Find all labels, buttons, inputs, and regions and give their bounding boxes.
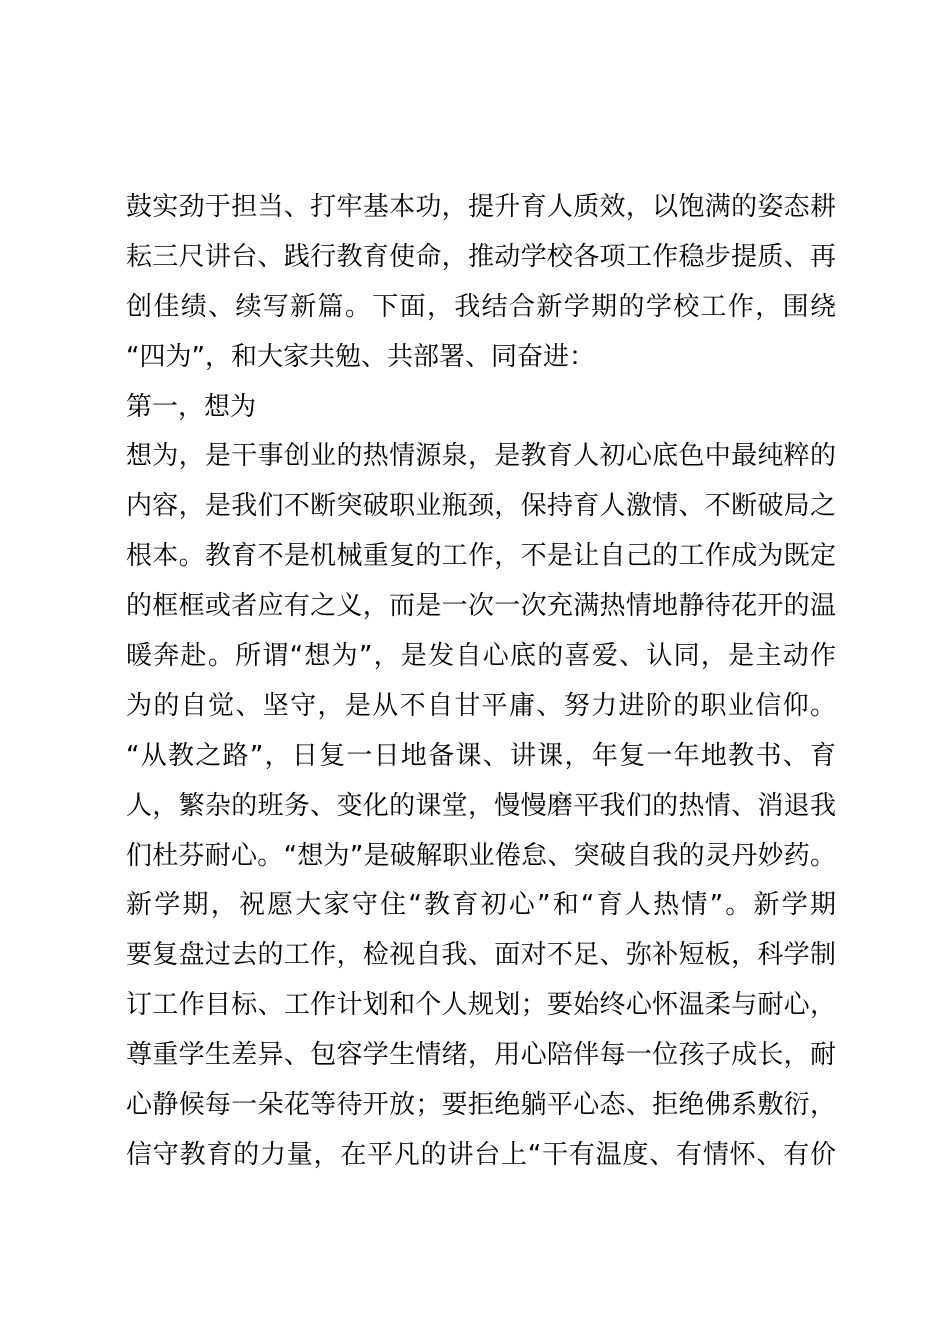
text-line: 新学期，祝愿大家守住“教育初心”和“育人热情”。新学期 — [126, 890, 836, 921]
text-line: 想为，是干事创业的热情源泉，是教育人初心底色中最纯粹的 — [126, 441, 836, 472]
text-line: 们杜芬耐心。“想为”是破解职业倦怠、突破自我的灵丹妙药。 — [126, 840, 836, 871]
text-line: 心静候每一朵花等待开放；要拒绝躺平心态、拒绝佛系敷衍， — [126, 1090, 836, 1121]
text-line: 内容，是我们不断突破职业瓶颈，保持育人激情、不断破局之 — [126, 491, 836, 522]
text-line: “从教之路”，日复一日地备课、讲课，年复一年地教书、育 — [126, 740, 836, 771]
text-line: 尊重学生差异、包容学生情绪，用心陪伴每一位孩子成长，耐 — [126, 1040, 836, 1071]
section-heading: 第一，想为 — [126, 391, 257, 422]
text-line: 人，繁杂的班务、变化的课堂，慢慢磨平我们的热情、消退我 — [126, 790, 836, 821]
text-line: 暖奔赴。所谓“想为”，是发自心底的喜爱、认同，是主动作 — [126, 641, 836, 672]
text-line: 订工作目标、工作计划和个人规划；要始终心怀温柔与耐心， — [126, 990, 836, 1021]
document-body — [126, 183, 836, 1181]
text-line: 的框框或者应有之义，而是一次一次充满热情地静待花开的温 — [126, 591, 836, 622]
text-line: 耘三尺讲台、践行教育使命，推动学校各项工作稳步提质、再 — [126, 241, 836, 272]
text-line: 为的自觉、坚守，是从不自甘平庸、努力进阶的职业信仰。 — [126, 690, 836, 721]
text-line: 创佳绩、续写新篇。下面，我结合新学期的学校工作，围绕 — [126, 291, 836, 322]
text-line: 鼓实劲于担当、打牢基本功，提升育人质效，以饱满的姿态耕 — [126, 192, 836, 222]
text-line: 信守教育的力量，在平凡的讲台上“干有温度、有情怀、有价 — [126, 1139, 836, 1170]
text-line: 根本。教育不是机械重复的工作，不是让自己的工作成为既定 — [126, 541, 836, 572]
text-line: 要复盘过去的工作，检视自我、面对不足、弥补短板，科学制 — [126, 940, 836, 971]
text-line: “四为”，和大家共勉、共部署、同奋进： — [126, 341, 595, 372]
